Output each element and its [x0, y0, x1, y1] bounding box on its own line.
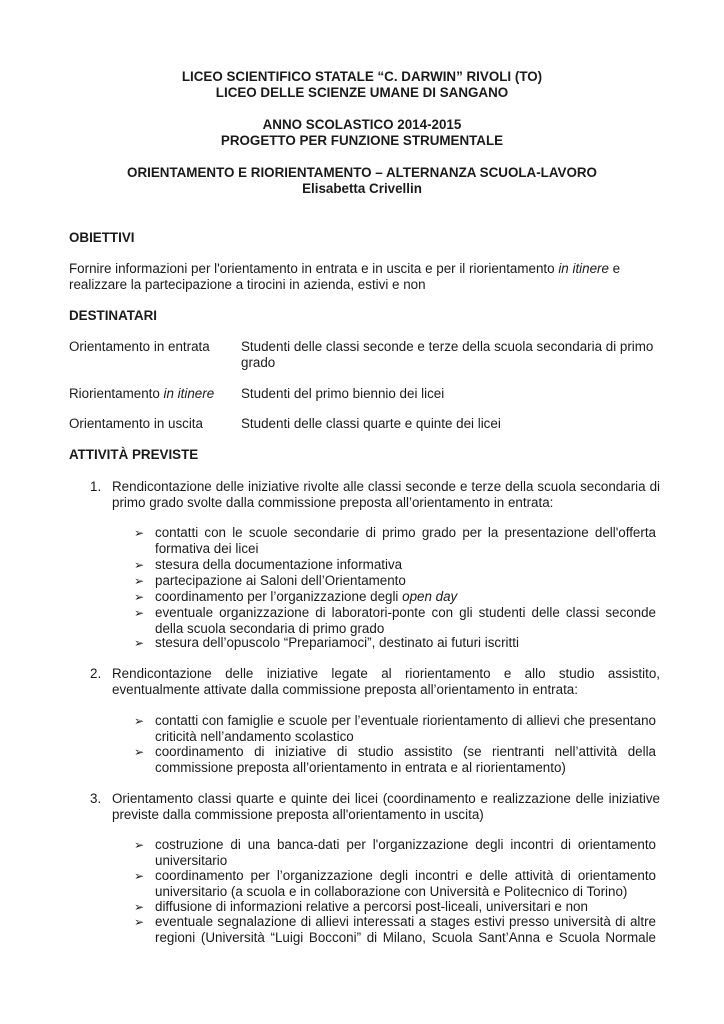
- bullet-item: [134, 605, 656, 637]
- arrow-bullet-icon: ➢: [134, 606, 145, 620]
- bullet-text: coordinamento per l’organizzazione degli incontri e delle attività di orientamento universitario (a scuola e in collaborazione con Università e Politecnico di Torino): [155, 868, 656, 899]
- destinatari-label: [69, 386, 239, 402]
- arrow-bullet-icon: ➢: [134, 900, 145, 914]
- item-number: 1.: [90, 479, 102, 494]
- open-day-italic: open day: [402, 589, 458, 604]
- bullet-text: stesura dell’opuscolo “Prepariamoci”, destinato ai futuri iscritti: [155, 635, 519, 650]
- school-name-1: LICEO SCIENTIFICO STATALE “C. DARWIN” RIVOLI (TO): [181, 69, 543, 84]
- author-name: Elisabetta Crivellin: [302, 181, 422, 196]
- destinatari-label: Orientamento in uscita: [69, 416, 203, 431]
- item-text: Rendicontazione delle iniziative legate al riorientamento e allo studio assistito, eventualmente attivate dalla commissione preposta all’orientamento in entrata:: [112, 666, 660, 697]
- bullet-item: [134, 914, 656, 946]
- bullet-text: eventuale segnalazione di allievi interessati a stages estivi presso università di altre regioni (Università “Luigi Bocconi” di Milano, Scuola Sant’Anna e Scuola Normale: [155, 914, 656, 945]
- bullet-text: partecipazione ai Saloni dell’Orientamento: [155, 573, 406, 588]
- destinatari-label-italic: in itinere: [163, 386, 215, 401]
- arrow-bullet-icon: ➢: [134, 590, 145, 604]
- arrow-bullet-icon: ➢: [134, 915, 145, 929]
- arrow-bullet-icon: ➢: [134, 526, 145, 540]
- bullet-item: [134, 589, 656, 605]
- bullet-text: costruzione di una banca-dati per l'organizzazione degli incontri di orientamento universitario: [155, 837, 656, 868]
- obiettivi-text-italic: in itinere: [558, 261, 609, 276]
- bullet-text: [155, 589, 656, 605]
- arrow-bullet-icon: ➢: [134, 745, 145, 759]
- bullet-item: [134, 635, 656, 651]
- bullet-item: [134, 573, 656, 589]
- arrow-bullet-icon: ➢: [134, 574, 145, 588]
- school-year: ANNO SCOLASTICO 2014-2015: [262, 117, 462, 132]
- section-title-attivita: ATTIVITÀ PREVISTE: [69, 447, 199, 462]
- bullet-text: coordinamento di iniziative di studio assistito (se rientranti nell’attività della commissione preposta all’orientamento in entrata e al riorientamento): [155, 744, 656, 775]
- arrow-bullet-icon: ➢: [134, 636, 145, 650]
- item-number: 3.: [90, 791, 102, 806]
- topic-title: ORIENTAMENTO E RIORIENTAMENTO – ALTERNANZA SCUOLA-LAVORO: [127, 165, 597, 180]
- destinatari-text: Studenti delle classi seconde e terze della scuola secondaria di primo grado: [241, 339, 654, 370]
- school-name-2: LICEO DELLE SCIENZE UMANE DI SANGANO: [215, 85, 509, 100]
- bullet-text: contatti con famiglie e scuole per l’eventuale riorientamento di allievi che presentano criticità nell’andamento scolastico: [155, 713, 656, 744]
- item-number: 2.: [90, 666, 102, 681]
- obiettivi-text-1: Fornire informazioni per l'orientamento in entrata e in uscita e per il riorientamento: [69, 261, 559, 276]
- bullet-item: [134, 837, 656, 869]
- arrow-bullet-icon: ➢: [134, 714, 145, 728]
- bullet-text: eventuale organizzazione di laboratori-ponte con gli studenti delle classi seconde della scuola secondaria di primo grado: [155, 605, 656, 636]
- arrow-bullet-icon: ➢: [134, 558, 145, 572]
- bullet-item: [134, 899, 656, 915]
- destinatari-label: Orientamento in entrata: [69, 339, 210, 354]
- destinatari-text: Studenti delle classi quarte e quinte dei licei: [241, 416, 501, 431]
- numbered-item: [90, 666, 660, 698]
- bullet-text: diffusione di informazioni relative a percorsi post-liceali, universitari e non: [155, 899, 588, 914]
- bullet-item: [134, 868, 656, 900]
- arrow-bullet-icon: ➢: [134, 869, 145, 883]
- section-title-obiettivi: OBIETTIVI: [69, 230, 135, 245]
- numbered-item: [90, 479, 660, 511]
- obiettivi-paragraph: [69, 261, 659, 293]
- document-header: [0, 69, 724, 197]
- arrow-bullet-icon: ➢: [134, 838, 145, 852]
- item-text: Rendicontazione delle iniziative rivolte alle classi seconde e terze della scuola secondaria di primo grado svolte dalla commissione preposta all’orientamento in entrata:: [112, 479, 660, 510]
- bullet-item: [134, 744, 656, 776]
- bullet-text: contatti con le scuole secondarie di primo grado per la presentazione dell'offerta formativa dei licei: [155, 525, 656, 556]
- obiettivi-text-2: e realizzare la partecipazione a tirocini in azienda, estivi e non: [69, 261, 621, 292]
- section-title-destinatari: DESTINATARI: [69, 308, 158, 323]
- bullet-text: stesura della documentazione informativa: [155, 557, 403, 572]
- numbered-item: [90, 791, 660, 823]
- bullet-item: [134, 713, 656, 745]
- destinatari-text: Studenti del primo biennio dei licei: [241, 386, 445, 401]
- destinatari-label-text: Riorientamento: [69, 386, 164, 401]
- bullet-item: [134, 525, 656, 557]
- item-text: Orientamento classi quarte e quinte dei licei (coordinamento e realizzazione delle iniziative previste dalla commissione preposta all'orientamento in uscita): [112, 791, 660, 822]
- bullet-item: [134, 557, 656, 573]
- project-title: PROGETTO PER FUNZIONE STRUMENTALE: [220, 133, 504, 148]
- bullet-text-part: coordinamento per l’organizzazione degli: [155, 589, 403, 604]
